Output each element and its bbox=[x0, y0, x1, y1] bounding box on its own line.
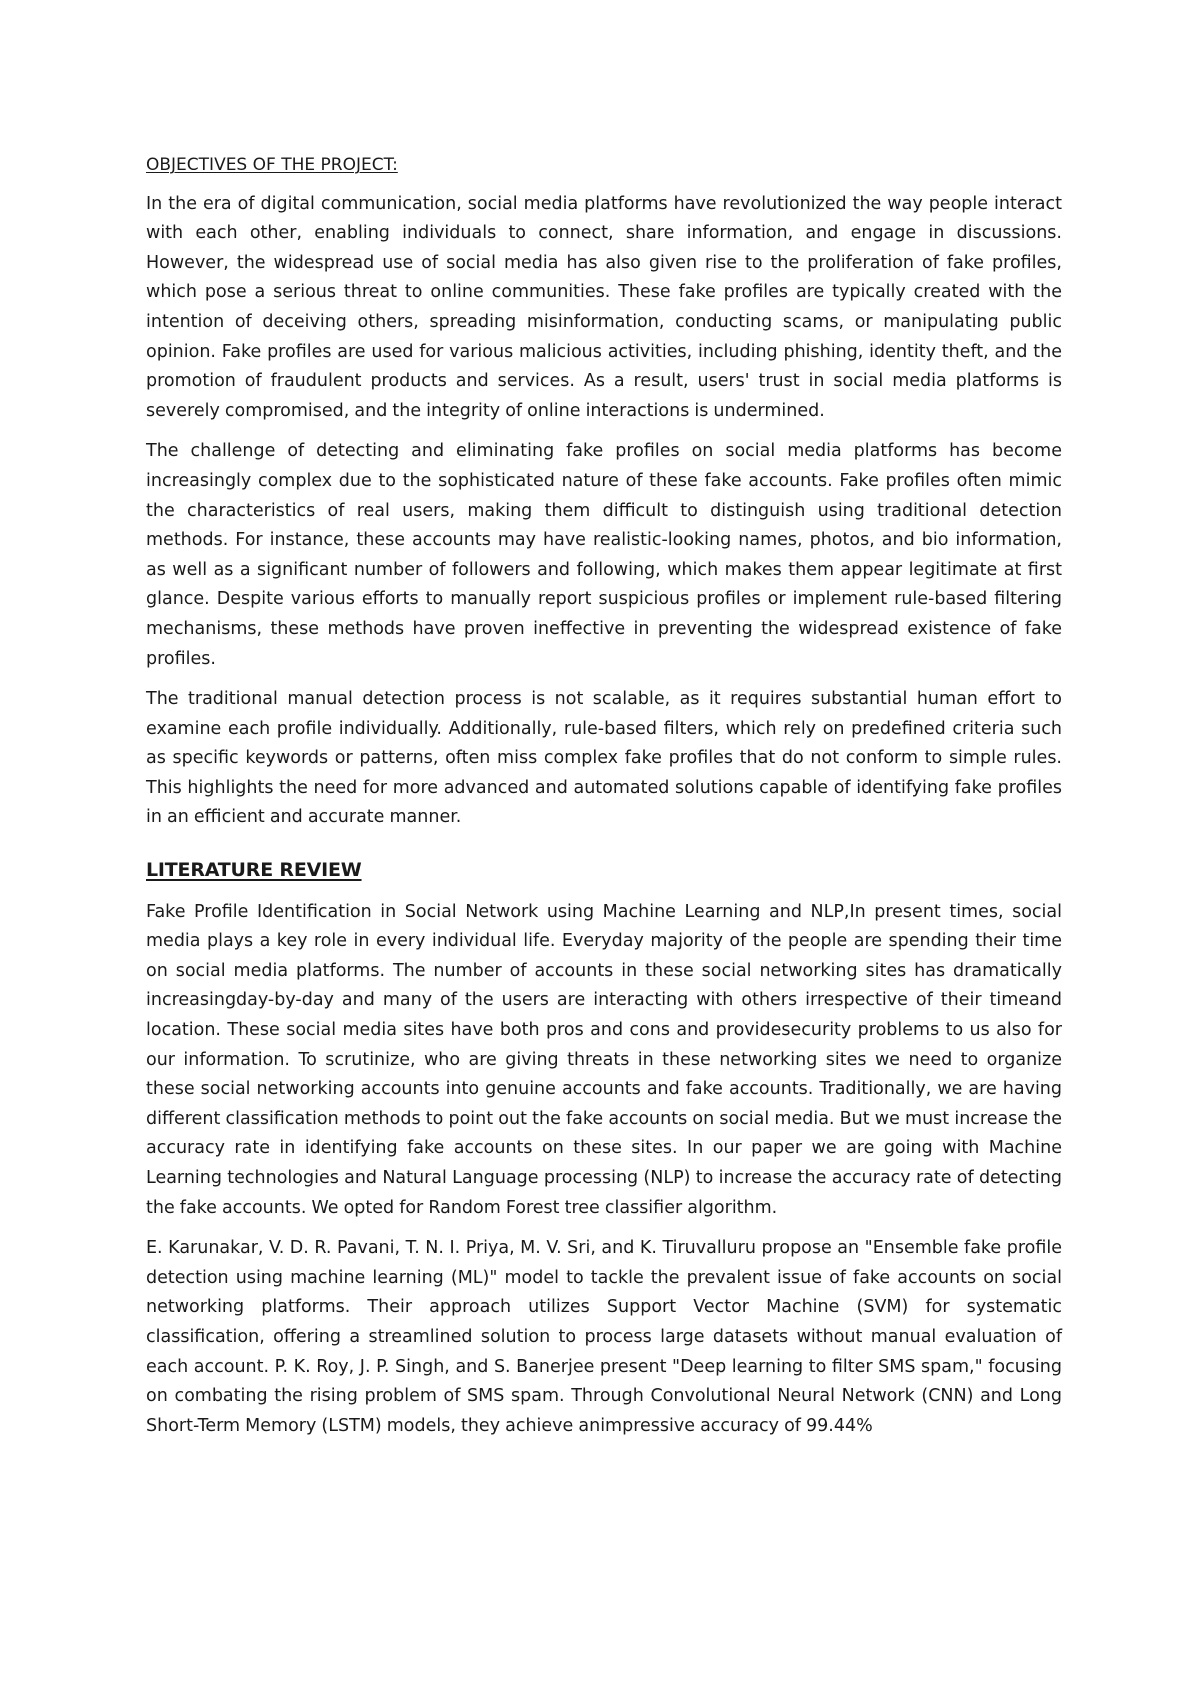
literature-review-paragraph-1: Fake Profile Identification in Social Network using Machine Learning and NLP,In present times, social media plays a key role in every individual life. Everyday majority of the people are spending their time on social media platforms. The number of accounts in these social networking sites has dramatically increasingday-by-day and many of the users are interacting with others irrespective of their timeand location. These social media sites have both pros and cons and providesecurity problems to us also for our information. To scrutinize, who are giving threats in these networking sites we need to organize these social networking accounts into genuine accounts and fake accounts. Traditionally, we are having different classification methods to point out the fake accounts on social media. But we must increase the accuracy rate in identifying fake accounts on these sites. In our paper we are going with Machine Learning technologies and Natural Language processing (NLP) to increase the accuracy rate of detecting the fake accounts. We opted for Random Forest tree classifier algorithm. bbox=[146, 901, 1062, 1218]
objectives-paragraph-3: The traditional manual detection process is not scalable, as it requires substantial human effort to examine each profile individually. Additionally, rule-based filters, which rely on predefined criteria such as specific keywords or patterns, often miss complex fake profiles that do not conform to simple rules. This highlights the need for more advanced and automated solutions capable of identifying fake profiles in an efficient and accurate manner. bbox=[146, 689, 1062, 828]
literature-review-section bbox=[146, 856, 1062, 1441]
literature-review-heading: LITERATURE REVIEW bbox=[146, 859, 362, 882]
objectives-paragraph-2: The challenge of detecting and eliminating fake profiles on social media platforms has become increasingly complex due to the sophisticated nature of these fake accounts. Fake profiles often mimic the characteristics of real users, making them difficult to distinguish using traditional detection methods. For instance, these accounts may have realistic-looking names, photos, and bio information, as well as a significant number of followers and following, which makes them appear legitimate at first glance. Despite various efforts to manually report suspicious profiles or implement rule-based filtering mechanisms, these methods have proven ineffective in preventing the widespread existence of fake profiles. bbox=[146, 441, 1062, 669]
literature-review-paragraph-2: E. Karunakar, V. D. R. Pavani, T. N. I. Priya, M. V. Sri, and K. Tiruvalluru propose an "Ensemble fake profile detection using machine learning (ML)" model to tackle the prevalent issue of fake accounts on social networking platforms. Their approach utilizes Support Vector Machine (SVM) for systematic classification, offering a streamlined solution to process large datasets without manual evaluation of each account. P. K. Roy, J. P. Singh, and S. Banerjee present "Deep learning to filter SMS spam," focusing on combating the rising problem of SMS spam. Through Convolutional Neural Network (CNN) and Long Short-Term Memory (LSTM) models, they achieve animpressive accuracy of 99.44% bbox=[146, 1238, 1062, 1436]
objectives-title: OBJECTIVES OF THE PROJECT: bbox=[146, 155, 398, 175]
objectives-section bbox=[146, 151, 1062, 833]
document-body bbox=[146, 151, 1062, 1452]
objectives-paragraph-1: In the era of digital communication, social media platforms have revolutionized the way people interact with each other, enabling individuals to connect, share information, and engage in discussions. However, the widespread use of social media has also given rise to the proliferation of fake profiles, which pose a serious threat to online communities. These fake profiles are typically created with the intention of deceiving others, spreading misinformation, conducting scams, or manipulating public opinion. Fake profiles are used for various malicious activities, including phishing, identity theft, and the promotion of fraudulent products and services. As a result, users' trust in social media platforms is severely compromised, and the integrity of online interactions is undermined. bbox=[146, 193, 1062, 421]
